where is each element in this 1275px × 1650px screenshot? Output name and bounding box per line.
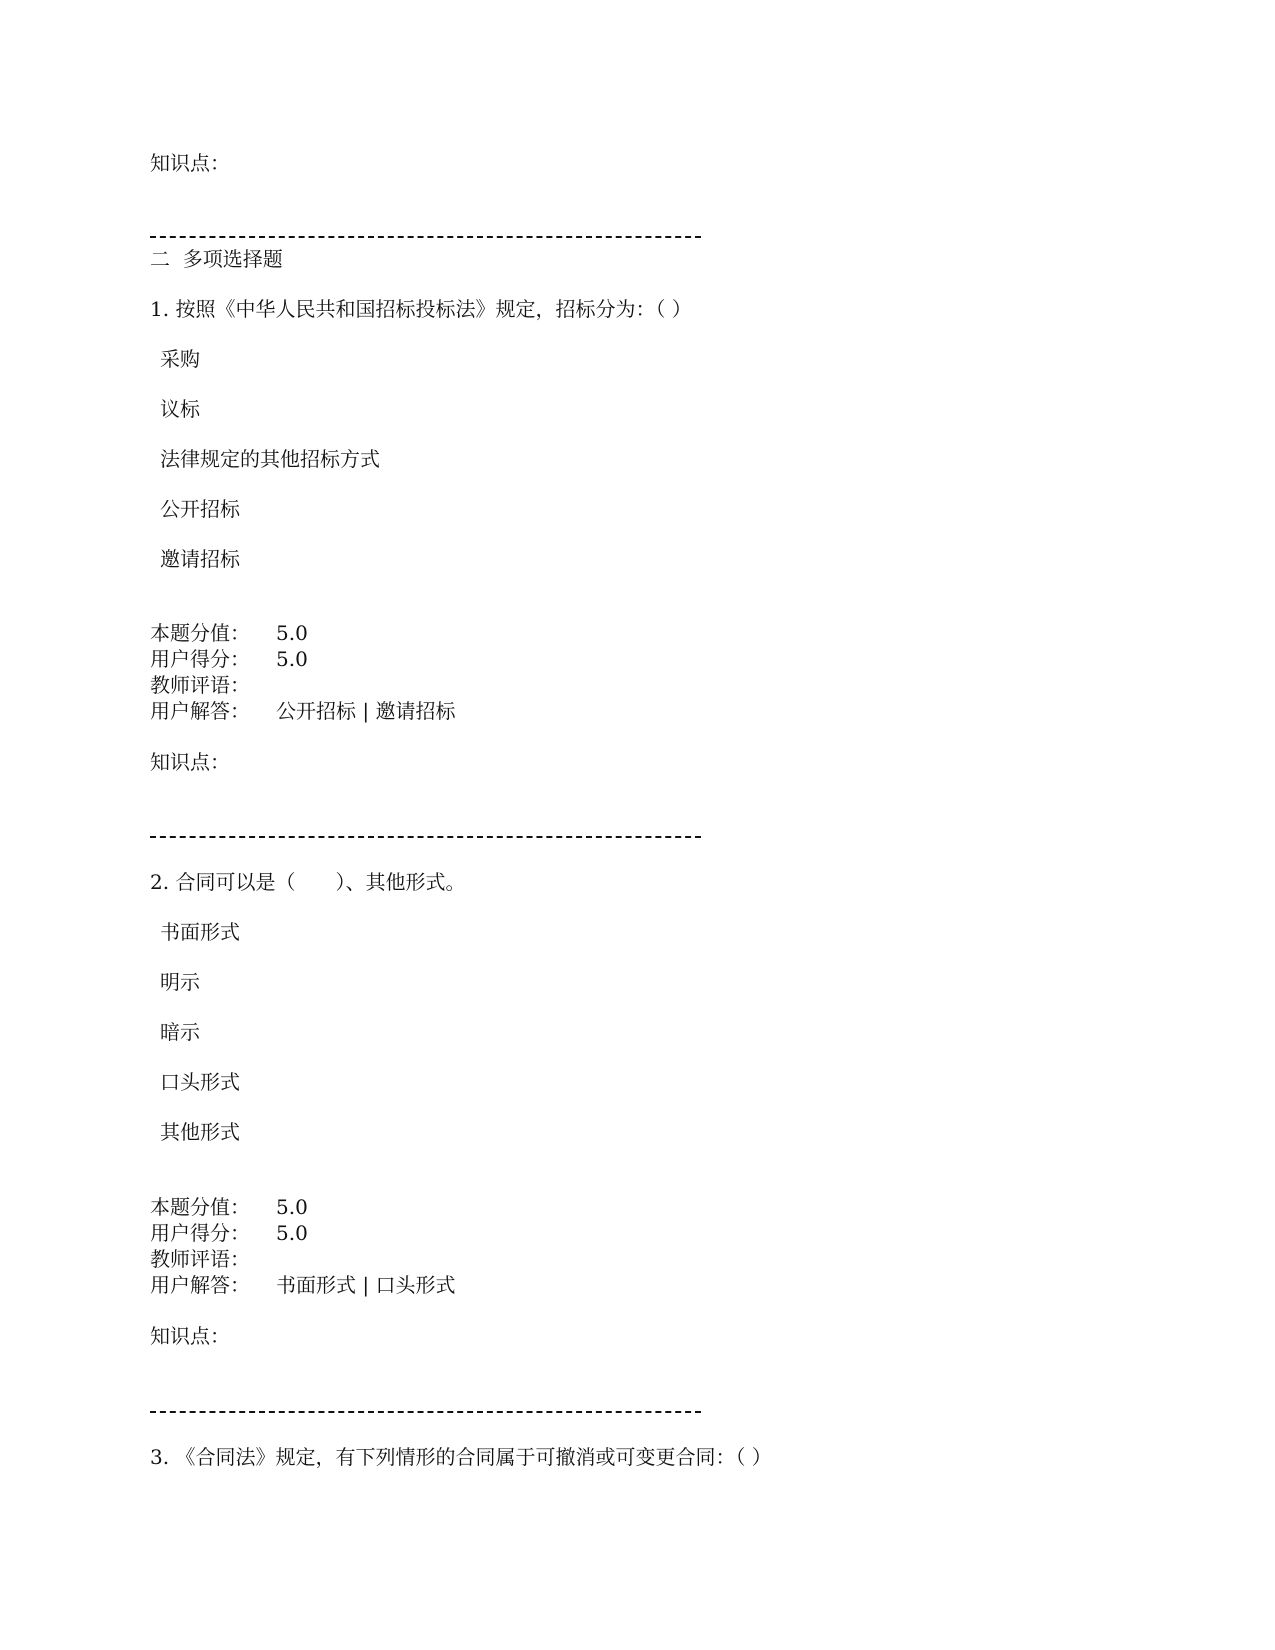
separator-line bbox=[150, 836, 701, 838]
option-1-c: 法律规定的其他招标方式 bbox=[160, 447, 380, 471]
question-number: 2. bbox=[150, 870, 170, 894]
separator-line bbox=[150, 236, 701, 238]
score-value: 5.0 bbox=[276, 621, 308, 645]
option-2-d: 口头形式 bbox=[160, 1070, 240, 1094]
teacher-comment-label: 教师评语： bbox=[150, 1247, 250, 1271]
knowledge-point-label: 知识点： bbox=[150, 1324, 230, 1348]
score-label: 本题分值： bbox=[150, 621, 250, 645]
knowledge-point-label: 知识点： bbox=[150, 151, 230, 175]
user-score-label: 用户得分： bbox=[150, 647, 250, 671]
question-text: 合同可以是（ ）、其他形式。 bbox=[175, 870, 466, 894]
option-2-a: 书面形式 bbox=[160, 920, 240, 944]
option-2-e: 其他形式 bbox=[160, 1120, 240, 1144]
option-1-e: 邀请招标 bbox=[160, 547, 240, 571]
option-2-c: 暗示 bbox=[160, 1020, 200, 1044]
question-3 bbox=[150, 1445, 772, 1469]
teacher-comment-label: 教师评语： bbox=[150, 673, 250, 697]
option-1-b: 议标 bbox=[160, 397, 200, 421]
section-title: 二 多项选择题 bbox=[150, 247, 283, 271]
user-score-label: 用户得分： bbox=[150, 1221, 250, 1245]
question-1 bbox=[150, 297, 692, 321]
separator-line bbox=[150, 1411, 701, 1413]
question-text: 按照《中华人民共和国招标投标法》规定，招标分为：（ ） bbox=[175, 297, 692, 321]
knowledge-point-label: 知识点： bbox=[150, 750, 230, 774]
user-answer-value: 公开招标 | 邀请招标 bbox=[276, 699, 456, 723]
user-answer-value: 书面形式 | 口头形式 bbox=[276, 1273, 456, 1297]
option-1-a: 采购 bbox=[160, 347, 200, 371]
option-1-d: 公开招标 bbox=[160, 497, 240, 521]
user-answer-label: 用户解答： bbox=[150, 699, 250, 723]
option-2-b: 明示 bbox=[160, 970, 200, 994]
user-score-value: 5.0 bbox=[276, 647, 308, 671]
score-value: 5.0 bbox=[276, 1195, 308, 1219]
question-number: 3. bbox=[150, 1445, 170, 1469]
score-label: 本题分值： bbox=[150, 1195, 250, 1219]
question-2 bbox=[150, 870, 465, 894]
question-number: 1. bbox=[150, 297, 170, 321]
user-score-value: 5.0 bbox=[276, 1221, 308, 1245]
user-answer-label: 用户解答： bbox=[150, 1273, 250, 1297]
question-text: 《合同法》规定，有下列情形的合同属于可撤消或可变更合同：（ ） bbox=[175, 1445, 772, 1469]
